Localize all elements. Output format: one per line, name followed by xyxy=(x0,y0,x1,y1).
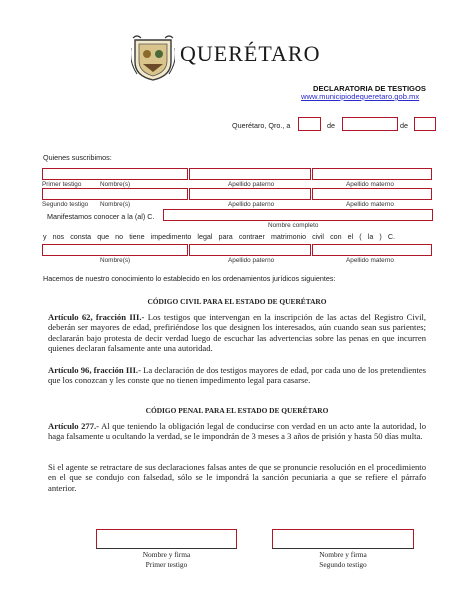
article-96 xyxy=(48,365,426,386)
signature-right-label1: Nombre y firma xyxy=(319,550,367,559)
article-62-body: Los testigos que intervengan en la inscripción de las actas del Registro Civil, deberán ser mayores de edad, prefiriéndose los que designen los interesados, aún cuando sean sus parientes; declararán bajo protesta de decir verdad luego de escuchar las advertencias sobre las penas en que incurren quienes declaran falsamente ante una autoridad. xyxy=(48,312,426,354)
contracting-party-field[interactable] xyxy=(163,209,433,221)
article-62-heading: Artículo 62, fracción III.- xyxy=(48,312,145,322)
witness2-name-field[interactable] xyxy=(42,188,188,200)
article-277-heading: Artículo 277.- xyxy=(48,421,100,431)
witness1-label: Primer testigo xyxy=(42,181,82,188)
impediment-text: y nos consta que no tiene impedimento legal para contraer matrimonio civil con el ( la ) C. xyxy=(43,233,395,241)
witness1-name-caption: Nombre(s) xyxy=(100,181,131,188)
final-paragraph: Si el agente se retractare de sus declaraciones falsas antes de que se pronuncie resolución en el procedimiento en el que se condujo con falsedad, sólo se le impondrá la sanción pecuniaria a que se refiere el párrafo anterior. xyxy=(48,462,426,493)
signature-line-right xyxy=(272,548,414,549)
signature-box-left[interactable] xyxy=(96,529,237,548)
article-277 xyxy=(48,421,426,442)
witness2-paternal-field[interactable] xyxy=(189,188,311,200)
signature-left-label2: Primer testigo xyxy=(145,560,188,569)
party2-name-field[interactable] xyxy=(42,244,188,256)
year-field[interactable] xyxy=(414,117,436,131)
party2-name-caption: Nombre(s) xyxy=(100,257,131,264)
logo-wordmark: QUERÉTARO xyxy=(180,41,321,66)
article-96-body: La declaración de dos testigos mayores de edad, por cada uno de los pretendientes que los conozcan y les conste que no tienen impedimento legal para casarse. xyxy=(48,365,426,386)
signature-line-left xyxy=(96,548,237,549)
civil-code-title: CÓDIGO CIVIL PARA EL ESTADO DE QUERÉTARO xyxy=(147,297,327,306)
know-label: Manifestamos conocer a la (al) C. xyxy=(47,212,155,221)
party2-maternal-caption: Apellido materno xyxy=(346,257,394,264)
party2-maternal-field[interactable] xyxy=(312,244,432,256)
party2-paternal-caption: Apellido paterno xyxy=(228,257,275,264)
witness2-name-caption: Nombre(s) xyxy=(100,201,131,208)
day-field[interactable] xyxy=(298,117,321,131)
form-intro: Quienes suscribimos: xyxy=(43,153,112,162)
witness1-paternal-field[interactable] xyxy=(189,168,311,180)
legal-intro: Hacemos de nuestro conocimiento lo establecido en los ordenamientos jurídicos siguientes: xyxy=(43,274,336,283)
witness1-maternal-field[interactable] xyxy=(312,168,432,180)
witness2-maternal-caption: Apellido materno xyxy=(346,201,394,208)
signature-right-label2: Segundo testigo xyxy=(319,560,367,569)
municipal-seal-logo xyxy=(131,34,175,82)
signature-left-label1: Nombre y firma xyxy=(142,550,191,559)
full-name-caption: Nombre completo xyxy=(268,222,319,229)
witness2-paternal-caption: Apellido paterno xyxy=(228,201,275,208)
signature-box-right[interactable] xyxy=(272,529,414,548)
witness1-paternal-caption: Apellido paterno xyxy=(228,181,275,188)
witness2-maternal-field[interactable] xyxy=(312,188,432,200)
witness2-label: Segundo testigo xyxy=(42,201,89,208)
document-title: DECLARATORIA DE TESTIGOS xyxy=(313,84,426,93)
article-62 xyxy=(48,312,426,354)
article-96-heading: Artículo 96, fracción III.- xyxy=(48,365,141,375)
website-link[interactable]: www.municipiodequeretaro.gob.mx xyxy=(301,92,420,101)
month-field[interactable] xyxy=(342,117,398,131)
date-de-label-2: de xyxy=(400,121,408,130)
witness1-maternal-caption: Apellido materno xyxy=(346,181,394,188)
article-277-body: Al que teniendo la obligación legal de conducirse con verdad en un acto ante la autoridad, lo haga falsamente u ocultando la verdad, se le impondrán de 3 meses a 3 años de prisión y hasta 50 días multa. xyxy=(48,421,426,442)
witness1-name-field[interactable] xyxy=(42,168,188,180)
party2-paternal-field[interactable] xyxy=(189,244,311,256)
date-de-label-1: de xyxy=(327,121,335,130)
date-place-label: Querétaro, Qro., a xyxy=(232,121,291,130)
penal-code-title: CÓDIGO PENAL PARA EL ESTADO DE QUERÉTARO xyxy=(145,406,329,415)
